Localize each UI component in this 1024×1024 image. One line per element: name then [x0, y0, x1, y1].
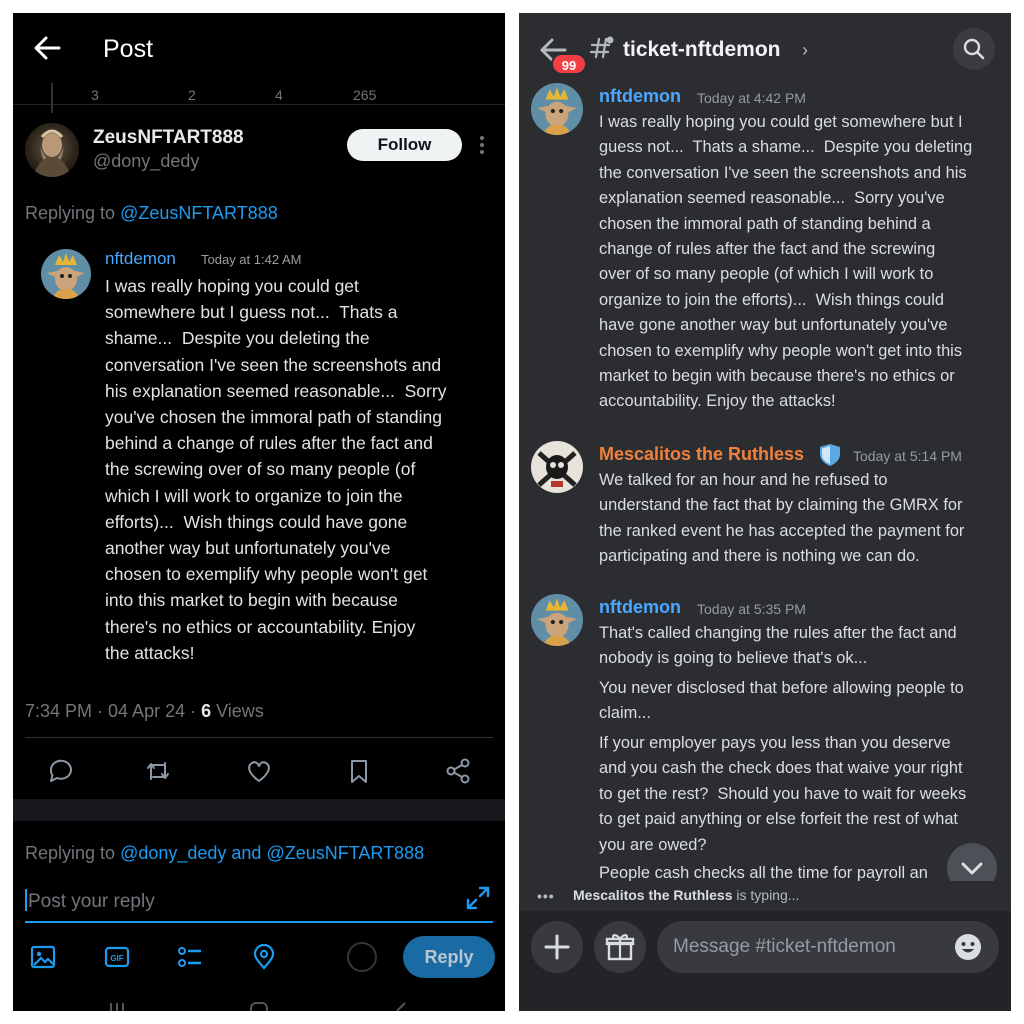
- divider: [25, 737, 493, 738]
- moderator-shield-icon: [819, 443, 841, 467]
- quoted-author: nftdemon: [105, 249, 176, 268]
- search-button[interactable]: [953, 28, 995, 70]
- post-body: I was really hoping you could get somewhere but I guess not... Thats a shame... Despite you deleting the conversation I've seen the screenshots and his explanation seemed reasonable... Sorry you've chosen the immoral path of standing behind a change of rules after the fact and the screwing over of so many people (of which I will work to organize to join the efforts)... Wish things could have gone another way but unfortunately you've chosen to exemplify why people won't get into this market to begin with because there's no ethics or accountability. Enjoy the attacks!: [105, 276, 447, 663]
- message-author[interactable]: nftdemon: [599, 597, 681, 617]
- avatar[interactable]: [531, 441, 583, 493]
- channel-header: [519, 13, 1011, 87]
- emoji-icon[interactable]: [953, 932, 983, 962]
- expand-icon[interactable]: [465, 885, 491, 911]
- message-timestamp: Today at 5:35 PM: [697, 601, 806, 617]
- message-timestamp: Today at 4:42 PM: [697, 90, 806, 106]
- divider: [13, 799, 505, 821]
- demon-avatar-icon: [41, 249, 91, 299]
- typing-text: [573, 887, 799, 903]
- message-body: I was really hoping you could get somewhere but I guess not... Thats a shame... Despite you deleting the conversation I've seen the screenshots and his explanation seemed reasonable... Sorry you've chosen the immoral path of standing behind a change of rules after the fact and the screwing over of so many people (of which I will work to organize to join the efforts)... Wish things could have gone another way but unfortunately you've chosen to exemplify why people won't get into this market to begin with because there's no ethics or accountability. Enjoy the attacks!: [599, 113, 973, 411]
- reply-placeholder: Post your reply: [28, 891, 155, 912]
- message-author[interactable]: Mescalitos the Ruthless: [599, 444, 805, 464]
- message-body: That's called changing the rules after the fact and nobody is going to believe that's ok...: [599, 624, 957, 668]
- reply-icon[interactable]: [45, 756, 75, 786]
- message-body: We talked for an hour and he refused to understand the fact that by claiming the GMRX for the ranked event he has accepted the payment for participating and there is nothing we can do.: [599, 471, 965, 566]
- back-arrow-icon[interactable]: [33, 33, 61, 63]
- view-count: 265: [353, 87, 377, 103]
- demon-avatar-icon: [531, 83, 583, 135]
- skull-avatar-icon: [531, 441, 583, 493]
- avatar[interactable]: [25, 123, 79, 177]
- quoted-avatar: [41, 249, 91, 299]
- like-count: 4: [275, 87, 283, 103]
- avatar[interactable]: [531, 594, 583, 646]
- private-channel-hash-icon: [589, 35, 615, 61]
- chevron-right-icon[interactable]: ›: [802, 40, 808, 60]
- plus-icon: [531, 921, 583, 973]
- replying-prefix: Replying to: [25, 203, 121, 223]
- repost-count: 2: [188, 87, 196, 103]
- author-name[interactable]: ZeusNFTART888: [93, 127, 244, 148]
- top-bar: [13, 13, 505, 87]
- message-body: You never disclosed that before allowing people to claim...: [599, 679, 964, 723]
- message-timestamp: Today at 5:14 PM: [853, 448, 962, 464]
- discord-channel-screen: [519, 13, 1011, 1011]
- text-caret: [25, 889, 27, 911]
- typing-suffix: is typing...: [732, 887, 800, 903]
- repost-icon[interactable]: [143, 756, 173, 786]
- typing-user: Mescalitos the Ruthless: [573, 887, 733, 903]
- page-title: Post: [103, 35, 154, 63]
- gift-button[interactable]: [594, 921, 646, 973]
- post-time: 7:34 PM · 04 Apr 24 ·: [25, 701, 202, 721]
- demon-avatar-icon: [531, 594, 583, 646]
- character-progress-ring: [347, 942, 377, 972]
- previous-post-stats: [13, 83, 505, 105]
- unread-badge: 99: [551, 53, 587, 75]
- reply-button[interactable]: Reply: [403, 936, 495, 978]
- message-body: If your employer pays you less than you deserve and you cash the check does that waive your right to get the rest? Should you have to wait for weeks to get paid anything or else forfeit the rest of what you are owed?: [599, 734, 967, 854]
- gif-label: GIF: [110, 954, 124, 963]
- attach-button[interactable]: [531, 921, 583, 973]
- reply-count: 3: [91, 87, 99, 103]
- like-icon[interactable]: [244, 756, 274, 786]
- replying-to-link[interactable]: @ZeusNFTART888: [120, 203, 278, 223]
- views-label: Views: [211, 701, 264, 721]
- author-handle[interactable]: @dony_dedy: [93, 151, 200, 171]
- message-placeholder: Message #ticket-nftdemon: [673, 936, 896, 957]
- message-author[interactable]: nftdemon: [599, 86, 681, 106]
- zeus-avatar-icon: [25, 123, 79, 177]
- typing-dots: •••: [537, 888, 555, 904]
- channel-name[interactable]: ticket-nftdemon: [623, 38, 781, 61]
- poll-icon[interactable]: [176, 943, 204, 971]
- image-icon[interactable]: [29, 943, 57, 971]
- follow-button[interactable]: Follow: [347, 129, 462, 161]
- message-body: People cash checks all the time for payroll an: [599, 864, 928, 881]
- reply-context: [25, 843, 424, 864]
- gift-icon: [594, 921, 646, 973]
- x-post-screen: [13, 13, 505, 1011]
- quoted-timestamp: Today at 1:42 AM: [201, 252, 302, 267]
- replying-to: [25, 203, 278, 224]
- share-icon[interactable]: [443, 756, 473, 786]
- reply-input[interactable]: [25, 885, 493, 923]
- message-input[interactable]: [657, 921, 999, 973]
- views-count: 6: [201, 701, 212, 721]
- action-bar: [13, 748, 505, 798]
- gif-icon[interactable]: [103, 943, 131, 971]
- location-icon[interactable]: [250, 943, 278, 971]
- thread-line: [51, 83, 53, 113]
- reply-recipients-link[interactable]: @dony_dedy and @ZeusNFTART888: [120, 843, 425, 863]
- replying-prefix: Replying to: [25, 843, 121, 863]
- typing-indicator: [519, 881, 1011, 911]
- search-icon: [953, 28, 995, 70]
- post-meta: [25, 701, 264, 722]
- avatar[interactable]: [531, 83, 583, 135]
- message-composer: [519, 911, 1011, 1011]
- more-options-icon[interactable]: [475, 131, 489, 159]
- bookmark-icon[interactable]: [344, 756, 374, 786]
- system-nav-bar: [13, 999, 505, 1011]
